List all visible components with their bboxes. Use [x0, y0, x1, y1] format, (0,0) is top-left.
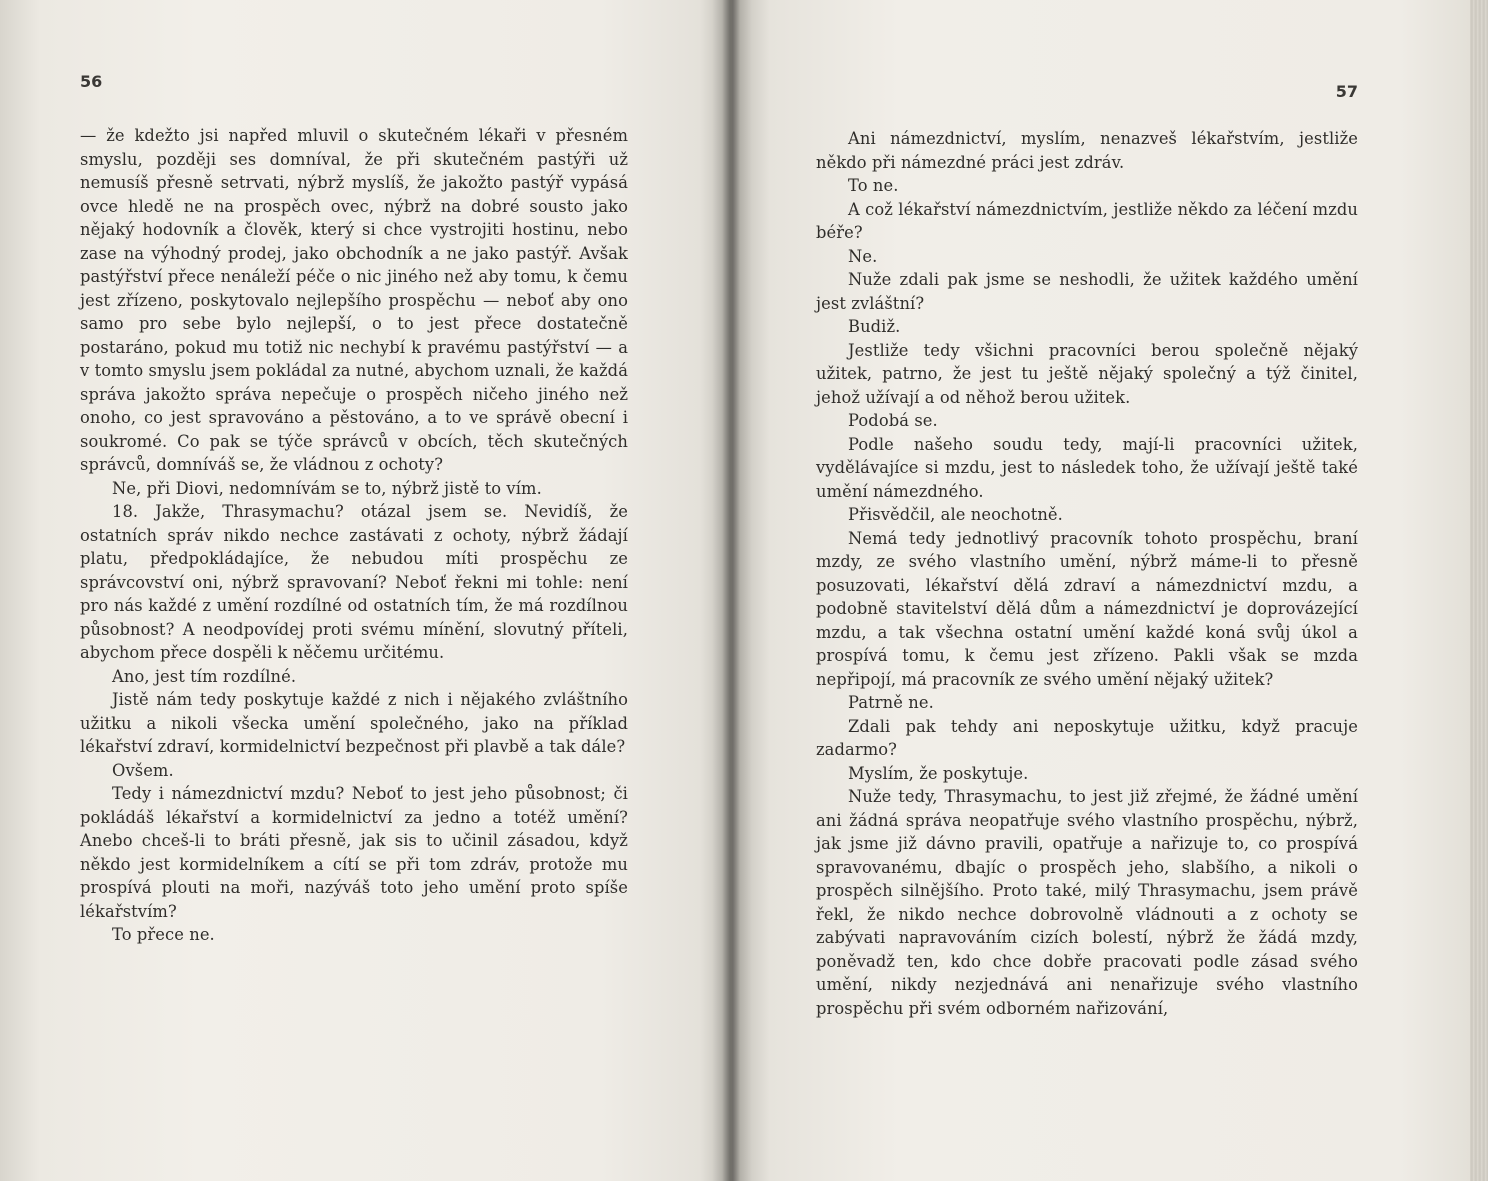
- paragraph: Podle našeho soudu tedy, mají-li pracovníci užitek, vydělávajíce si mzdu, jest to následek toho, že užívají ještě také umění námezdného.: [816, 434, 1358, 501]
- paragraph: Nuže tedy, Thrasymachu, to jest již zřejmé, že žádné umění ani žádná správa neopatřuje svého vlastního prospěchu, nýbrž, jak jsme již dávno pravili, opatřuje a nařizuje to, co prospívá spravovanému, dbajíc o prospěch jeho, slabšího, a nikoli o prospěch silnějšího. Proto také, milý Thrasymachu, jsem právě řekl, že nikdo nechce dobrovolně vládnouti a z ochoty se zabývati napravováním cizích bolestí, nýbrž že žádá mzdy, poněvadž ten, kdo chce dobře pracovati podle zásad svého umění, nikdy nezjednává ani nenařizuje svého vlastního prospěchu při svém odborném nařizování,: [816, 787, 1358, 1018]
- paragraph: Jistě nám tedy poskytuje každé z nich i nějakého zvláštního užitku a nikoli všecka umění společného, jako na příklad lékařství zdraví, kormidelnictví bezpečnost při plavbě a tak dále?: [80, 690, 628, 756]
- paragraph: Zdali pak tehdy ani neposkytuje užitku, když pracuje zadarmo?: [816, 716, 1358, 759]
- paragraph: A což lékařství námezdnictvím, jestliže někdo za léčení mzdu béře?: [816, 199, 1358, 242]
- paragraph: Ne.: [848, 246, 878, 266]
- paragraph: Ne, při Diovi, nedomnívám se to, nýbrž jistě to vím.: [112, 478, 542, 498]
- paragraph: Přisvědčil, ale neochotně.: [848, 505, 1063, 524]
- paragraph: Nuže zdali pak jsme se neshodli, že užitek každého umění jest zvláštní?: [816, 270, 1358, 313]
- page-number-right: 57: [1335, 82, 1358, 101]
- page-number-left: 56: [80, 72, 103, 91]
- paragraph: Budiž.: [848, 317, 901, 336]
- paragraph: — že kdežto jsi napřed mluvil o skutečném lékaři v přesném smyslu, později ses domníval, že při skutečném pastýři už nemusíš přesně setrvati, nýbrž myslíš, že jakožto pastýř vypásá ovce hledě ne na prospěch ovec, nýbrž na dobré sousto jako nějaký hodovník a člověk, který si chce vystrojiti hostinu, nebo zase na výhodný prodej, jako obchodník a ne jako pastýř. Avšak pastýřství přece nenáleží péče o nic jiného než aby tomu, k čemu jest zřízeno, poskytovalo nejlepšího prospěchu — neboť aby ono samo pro sebe bylo nejlepší, o to jest přece dostatečně postaráno, pokud mu totiž nic nechybí k pravému pastýřství — a v tomto smyslu jsem pokládal za nutné, abychom uznali, že každá správa jakožto správa nepečuje o prospěch ničeho jiného než onoho, co jest spravováno a pěstováno, a to ve správě obecní i soukromé. Co pak se týče správců v obcích, těch skutečných správců, domníváš se, že vládnou z ochoty?: [80, 126, 628, 474]
- right-page-text: [816, 127, 1358, 1020]
- paragraph: 18. Jakže, Thrasymachu? otázal jsem se. Nevidíš, že ostatních správ nikdo nechce zastávati z ochoty, nýbrž žádají platu, předpokládajíce, že nebudou míti prospěchu ze správcovství oni, nýbrž spravovaní? Neboť řekni mi tohle: není pro nás každé z umění rozdílné od ostatních tím, že má rozdílnou působnost? A neodpovídej proti svému mínění, slovutný příteli, abychom přece dospěli k něčemu určitému.: [80, 502, 628, 662]
- paragraph: Patrně ne.: [848, 693, 934, 712]
- paragraph: Myslím, že poskytuje.: [848, 763, 1029, 783]
- paragraph: To ne.: [848, 176, 899, 195]
- paragraph: Nemá tedy jednotlivý pracovník tohoto prospěchu, braní mzdy, ze svého vlastního umění, nýbrž máme-li to přesně posuzovati, lékařství dělá zdraví a námezdnictví mzdu, a podobně stavitelství dělá dům a námezdnictví je doprovázející mzdu, a tak všechna ostatní umění každé koná svůj úkol a prospívá tomu, k čemu jest zřízeno. Pakli však se mzda nepřipojí, má pracovník ze svého umění nějaký užitek?: [816, 528, 1358, 689]
- paragraph: To přece ne.: [112, 925, 215, 944]
- paragraph: Ovšem.: [112, 760, 174, 780]
- paragraph: Tedy i námezdnictví mzdu? Neboť to jest jeho působnost; či pokládáš lékařství a kormidelnictví za jedno a totéž umění? Anebo chceš-li to bráti přesně, jak sis to učinil zásadou, když někdo jest kormidelníkem a cítí se při tom zdráv, protože mu prospívá plouti na moři, nazýváš toto jeho umění proto spíše lékařstvím?: [80, 784, 628, 921]
- page-edge: [1470, 0, 1488, 1181]
- paragraph: Podobá se.: [848, 411, 938, 430]
- left-page-text: [80, 124, 628, 947]
- paragraph: Jestliže tedy všichni pracovníci berou společně nějaký užitek, patrno, že jest tu ještě nějaký společný a týž činitel, jehož užívají a od něhož berou užitek.: [816, 340, 1358, 407]
- paragraph: Ani námezdnictví, myslím, nenazveš lékařstvím, jestliže někdo při námezdné práci jest zdráv.: [816, 129, 1358, 172]
- book-gutter: [712, 0, 752, 1181]
- paragraph: Ano, jest tím rozdílné.: [112, 666, 297, 686]
